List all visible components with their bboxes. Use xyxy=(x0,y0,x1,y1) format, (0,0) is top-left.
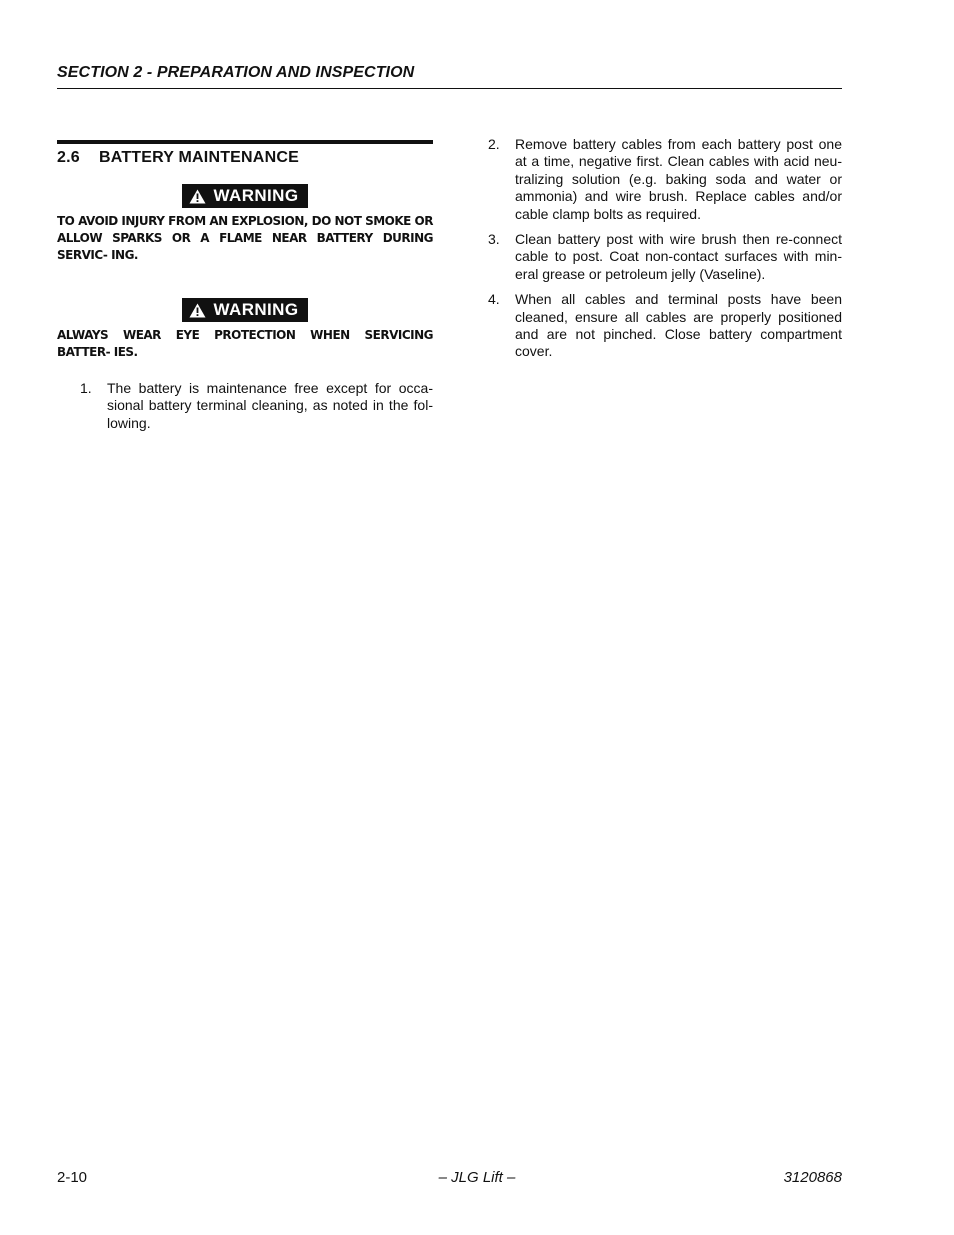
warning-label: WARNING xyxy=(213,300,299,320)
warning-badge xyxy=(182,184,309,208)
list-item-number: 3. xyxy=(488,231,500,248)
warning-text: TO AVOID INJURY FROM AN EXPLOSION, DO NOT SMOKE OR ALLOW SPARKS OR A FLAME NEAR BATTERY DURING SERVIC- ING. xyxy=(57,213,433,262)
section-rule xyxy=(57,140,433,144)
warning-box-1 xyxy=(57,184,433,209)
list-item-number: 4. xyxy=(488,291,500,308)
warning-badge xyxy=(182,298,309,322)
section-title: BATTERY MAINTENANCE xyxy=(99,149,299,166)
list-item-text: Remove battery cables from each battery post one at a time, negative first. Clean cables with acid neu- tralizing solution (e.g. baking soda and water or ammonia) and wire brush. Replace cables and/or cable clamp bolts as required. xyxy=(515,136,842,222)
list-item-text: The battery is maintenance free except for occa- sional battery terminal cleaning, as noted in the fol- lowing. xyxy=(107,380,433,431)
warning-triangle-icon xyxy=(189,189,206,204)
warning-box-2 xyxy=(57,298,433,323)
list-item xyxy=(57,380,433,432)
header-rule xyxy=(57,88,842,89)
warning-label: WARNING xyxy=(213,186,299,205)
list-item-number: 2. xyxy=(488,136,500,152)
warning-text: ALWAYS WEAR EYE PROTECTION WHEN SERVICING BATTER- IES. xyxy=(57,327,433,359)
footer-page-number: 2-10 xyxy=(57,1169,88,1186)
left-column xyxy=(57,140,433,432)
section-heading xyxy=(57,149,433,167)
warning-triangle-icon xyxy=(189,303,206,318)
list-item xyxy=(488,136,842,223)
section-number: 2.6 xyxy=(57,149,80,166)
footer-center-text: – JLG Lift – xyxy=(438,1169,516,1186)
list-item-text: When all cables and terminal posts have been cleaned, ensure all cables are properly positioned and are not pinched. Close battery compartment cover. xyxy=(515,291,842,360)
footer-document-number: 3120868 xyxy=(783,1169,842,1186)
list-item-text: Clean battery post with wire brush then re-connect cable to post. Coat non-contact surfaces with min- eral grease or petroleum jelly (Vaseline). xyxy=(515,231,842,282)
right-column xyxy=(488,136,842,361)
list-item xyxy=(488,231,842,283)
list-item-number: 1. xyxy=(80,380,92,397)
list-item xyxy=(488,291,842,361)
page-header-title: SECTION 2 - PREPARATION AND INSPECTION xyxy=(57,64,415,81)
